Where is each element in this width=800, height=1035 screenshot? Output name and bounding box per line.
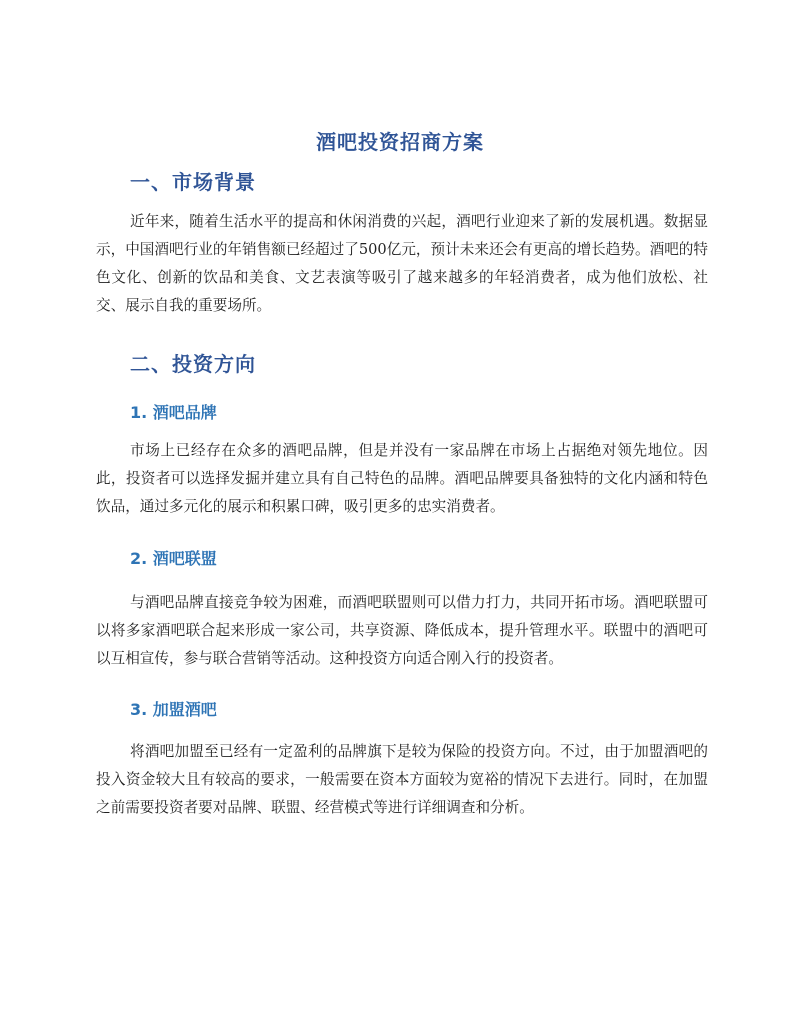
subsection-paragraph-bar-alliance: 与酒吧品牌直接竞争较为困难，而酒吧联盟则可以借力打力，共同开拓市场。酒吧联盟可以将多家酒吧联合起来形成一家公司，共享资源、降低成本，提升管理水平。联盟中的酒吧可以互相宣传，参与联合营销等活动。这种投资方向适合刚入行的投资者。 xyxy=(96,594,708,667)
section-heading-investment-direction: 二、投资方向 xyxy=(130,352,256,376)
subsection-heading-franchise-bar: 3. 加盟酒吧 xyxy=(130,700,217,719)
document-title: 酒吧投资招商方案 xyxy=(316,130,484,154)
subsection-heading-bar-brand: 1. 酒吧品牌 xyxy=(130,403,217,422)
subsection-paragraph-franchise-bar: 将酒吧加盟至已经有一定盈利的品牌旗下是较为保险的投资方向。不过，由于加盟酒吧的投入资金较大且有较高的要求，一般需要在资本方面较为宽裕的情况下去进行。同时，在加盟之前需要投资者要对品牌、联盟、经营模式等进行详细调查和分析。 xyxy=(96,743,708,816)
subsection-paragraph-bar-brand: 市场上已经存在众多的酒吧品牌，但是并没有一家品牌在市场上占据绝对领先地位。因此，投资者可以选择发掘并建立具有自己特色的品牌。酒吧品牌要具备独特的文化内涵和特色饮品，通过多元化的展示和积累口碑，吸引更多的忠实消费者。 xyxy=(96,442,708,515)
section-paragraph-market-background: 近年来，随着生活水平的提高和休闲消费的兴起，酒吧行业迎来了新的发展机遇。数据显示，中国酒吧行业的年销售额已经超过了500亿元，预计未来还会有更高的增长趋势。酒吧的特色文化、创新的饮品和美食、文艺表演等吸引了越来越多的年轻消费者，成为他们放松、社交、展示自我的重要场所。 xyxy=(96,213,708,314)
section-heading-market-background: 一、市场背景 xyxy=(130,170,256,194)
subsection-heading-bar-alliance: 2. 酒吧联盟 xyxy=(130,549,217,568)
